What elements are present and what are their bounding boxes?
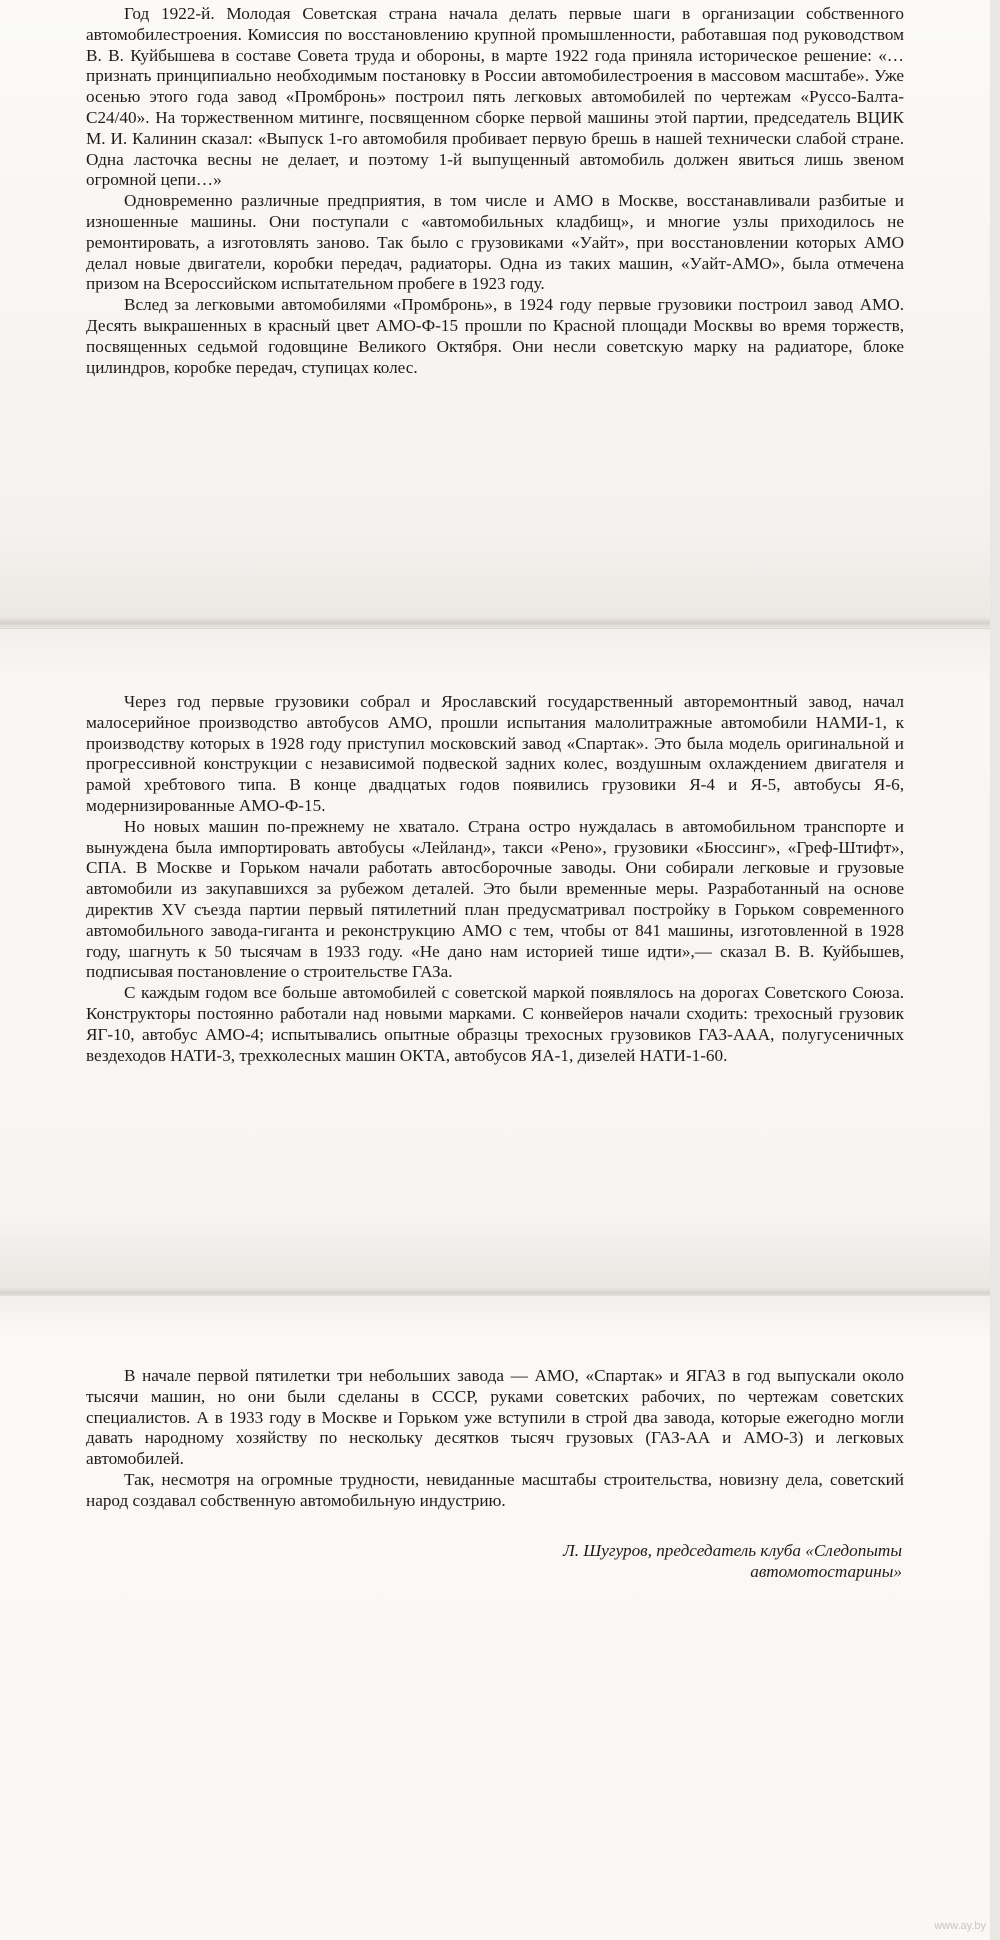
signature-line: автомотостарины» xyxy=(750,1561,902,1581)
paragraph: Вслед за легковыми автомобилями «Промбронь», в 1924 году первые грузовики построил завод АМО. Десять выкрашенных в красный цвет АМО-Ф-15 прошли по Красной площади Москвы во время торжеств, посвященных седьмой годовщине Великого Октября. Они несли советскую марку на радиаторе, блоке цилиндров, коробке передач, ступицах колес. xyxy=(86,295,904,377)
author-signature xyxy=(420,1541,902,1583)
panel-2-text xyxy=(86,692,904,1066)
signature-line: Л. Шугуров, председатель клуба «Следопыты xyxy=(563,1541,902,1560)
paragraph: Одновременно различные предприятия, в том числе и АМО в Москве, восстанавливали разбитые и изношенные машины. Они поступали с «автомобильных кладбищ», и многие узлы приходилось не ремонтировать, а изготовлять заново. Так было с грузовиками «Уайт», при восстановлении которых АМО делал новые двигатели, коробки передач, радиаторы. Одна из таких машин, «Уайт-АМО», была отмечена призом на Всероссийском испытательном пробеге в 1923 году. xyxy=(86,191,904,294)
paragraph: Через год первые грузовики собрал и Ярославский государственный авторемонтный завод, начал малосерийное производство автобусов АМО, прошли испытания малолитражные автомобили НАМИ-1, к производству которых в 1928 году приступил московский завод «Спартак». Это была модель оригинальной и прогрессивной конструкции с независимой подвеской задних колес, воздушным охлаждением двигателя и рамой хребтового типа. В конце двадцатых годов появились грузовики Я-4 и Я-5, автобусы Я-6, модернизированные АМО-Ф-15. xyxy=(86,692,904,815)
panel-1-text xyxy=(86,4,904,378)
fold-crease xyxy=(0,618,990,628)
paragraph: С каждым годом все больше автомобилей с советской маркой появлялось на дорогах Советского Союза. Конструкторы постоянно работали над новыми марками. С конвейеров начали сходить: трехосный грузовик ЯГ-10, автобус АМО-4; испытывались опытные образцы трехосных грузовиков ГАЗ-ААА, полугусеничных вездеходов НАТИ-3, трехколесных машин ОКТА, автобусов ЯА-1, дизелей НАТИ-1-60. xyxy=(86,983,904,1065)
paragraph: Но новых машин по-прежнему не хватало. Страна остро нуждалась в автомобильном транспорте и вынуждена была импортировать автобусы «Лейланд», такси «Рено», грузовики «Бюссинг», «Греф-Штифт», СПА. В Москве и Горьком начали работать автосборочные заводы. Они собирали легковые и грузовые автомобили из закупавшихся за рубежом деталей. Это были временные меры. Разработанный на основе директив XV съезда партии первый пятилетний план предусматривал постройку в Горьком современного автомобильного завода-гиганта и реконструкцию АМО с тем, чтобы от 841 машины, изготовленной в 1928 году, шагнуть к 50 тысячам в 1933 году. «Не дано нам историей тише идти»,— сказал В. В. Куйбышев, подписывая постановление о строительстве ГАЗа. xyxy=(86,816,904,982)
paragraph: В начале первой пятилетки три небольших завода — АМО, «Спартак» и ЯГАЗ в год выпускали около тысячи машин, но они были сделаны в СССР, руками советских рабочих, по чертежам советских специалистов. А в 1933 году в Москве и Горьком уже вступили в строй два завода, которые ежегодно могли давать народному хозяйству по нескольку десятков тысяч грузовых (ГАЗ-АА и АМО-3) и легковых автомобилей. xyxy=(86,1366,904,1469)
paragraph: Год 1922-й. Молодая Советская страна начала делать первые шаги в организации собственного автомобилестроения. Комиссия по восстановлению крупной промышленности, работавшая под руководством В. В. Куйбышева в составе Совета труда и обороны, в марте 1922 года приняла историческое решение: «… признать принципиально необходимым постановку в России автомобилестроения в массовом масштабе». Уже осенью этого года завод «Промбронь» построил пять легковых автомобилей по чертежам «Руссо-Балта-С24/40». На торжественном митинге, посвященном сборке первой машины этой партии, председатель ВЦИК М. И. Калинин сказал: «Выпуск 1-го автомобиля пробивает первую брешь в нашей технически слабой стране. Одна ласточка весны не делает, и поэтому 1-й выпущенный автомобиль должен явиться лишь звеном огромной цепи…» xyxy=(86,4,904,190)
panel-3-text xyxy=(86,1366,904,1512)
paragraph: Так, несмотря на огромные трудности, невиданные масштабы строительства, новизну дела, советский народ создавал собственную автомобильную индустрию. xyxy=(86,1469,904,1510)
site-watermark: www.ay.by xyxy=(934,1920,986,1932)
